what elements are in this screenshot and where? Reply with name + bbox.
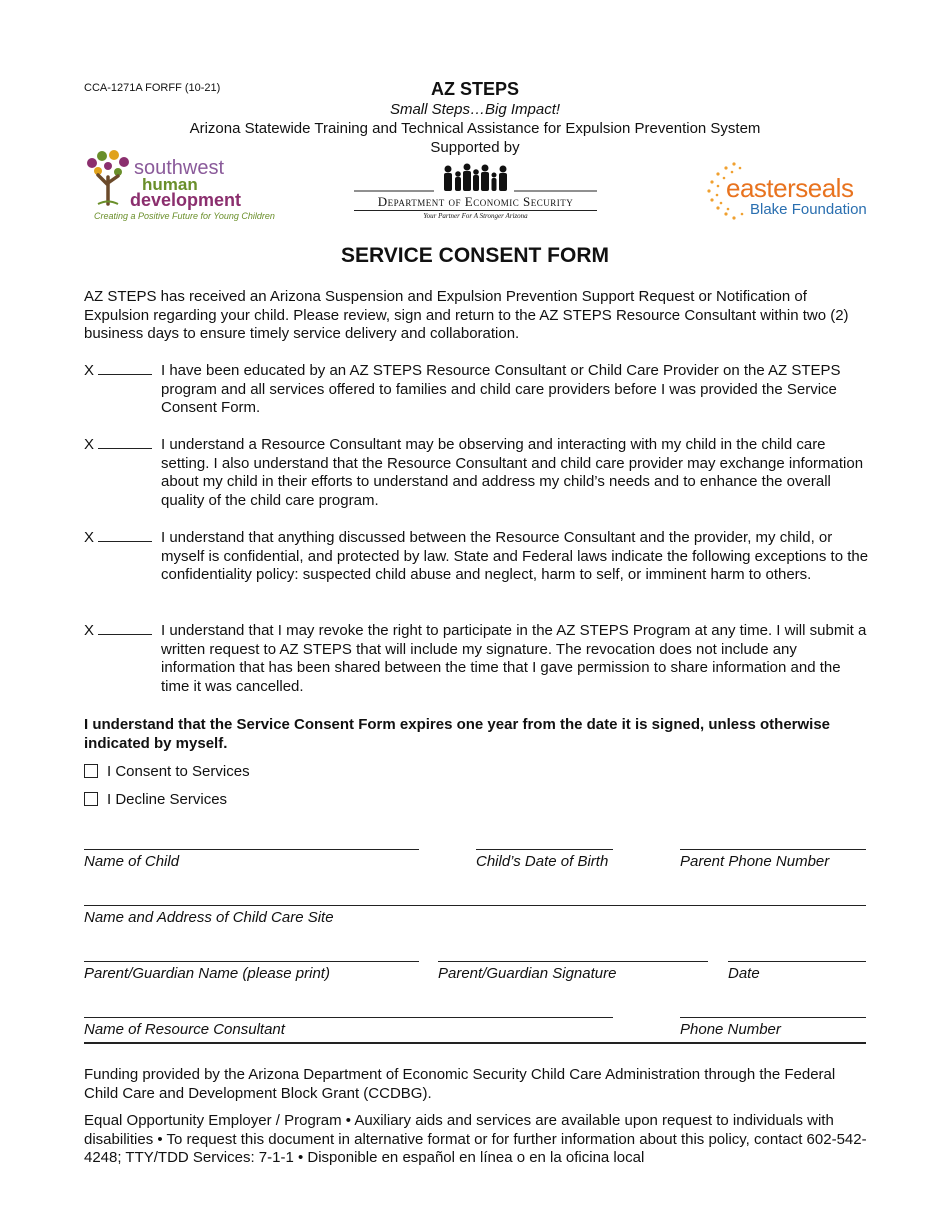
parent-signature-field[interactable] <box>438 961 708 962</box>
section-divider <box>84 1042 866 1044</box>
consent-item <box>84 622 869 696</box>
funding-statement: Funding provided by the Arizona Department of Economic Security Child Care Administration through the Federal Child Care and Development Block Grant (CCDBG). <box>84 1066 836 1102</box>
consent-checkbox[interactable] <box>84 764 98 778</box>
program-slogan: Small Steps…Big Impact! <box>389 101 561 118</box>
consultant-phone-label: Phone Number <box>680 1021 781 1038</box>
site-field[interactable] <box>84 905 866 906</box>
parent-phone-label: Parent Phone Number <box>680 853 830 870</box>
consultant-name-label: Name of Resource Consultant <box>84 1021 285 1038</box>
shd-word-southwest: southwest <box>134 157 225 179</box>
parent-name-label: Parent/Guardian Name (please print) <box>84 965 330 982</box>
intro-paragraph: AZ STEPS has received an Arizona Suspension and Expulsion Prevention Support Request or Notification of Expulsion regarding your child. Please review, sign and return to the AZ STEPS Resource Consultant within two (2) business days to ensure timely service delivery and collaboration. <box>84 288 849 343</box>
tree-icon <box>84 149 134 209</box>
date-label: Date <box>728 965 760 982</box>
initial-mark: X <box>84 436 95 453</box>
parent-phone-field[interactable] <box>680 849 866 850</box>
program-title: AZ STEPS <box>430 79 519 99</box>
child-dob-field[interactable] <box>476 849 613 850</box>
consultant-name-field[interactable] <box>84 1017 613 1018</box>
easterseals-name: easterseals <box>726 173 854 203</box>
decline-label: I Decline Services <box>107 790 228 808</box>
des-rule <box>354 210 597 211</box>
child-dob-label: Child’s Date of Birth <box>476 853 609 870</box>
initial-mark: X <box>84 362 95 379</box>
child-name-label: Name of Child <box>84 853 180 870</box>
decline-checkbox[interactable] <box>84 792 98 806</box>
parent-signature-label: Parent/Guardian Signature <box>438 965 617 982</box>
initials-line[interactable] <box>98 362 152 375</box>
initials-line[interactable] <box>98 622 152 635</box>
date-field[interactable] <box>728 961 866 962</box>
shd-word-human: human <box>142 175 198 194</box>
consultant-phone-field[interactable] <box>680 1017 866 1018</box>
consent-item <box>84 362 869 418</box>
expiry-statement: I understand that the Service Consent Form expires one year from the date it is signed, unless otherwise indicated by myself. <box>84 716 831 752</box>
consent-label: I Consent to Services <box>107 762 250 780</box>
site-label: Name and Address of Child Care Site <box>84 909 334 926</box>
des-logo <box>354 163 597 223</box>
shd-tagline: Creating a Positive Future for Young Children <box>94 211 275 221</box>
initials-line[interactable] <box>98 529 152 542</box>
southwest-human-development-logo <box>84 149 275 225</box>
consent-item-text: I understand that I may revoke the right to participate in the AZ STEPS Program at any time. I will submit a written request to AZ STEPS that will include my signature. The revocation does not include any information that has been shared between the time that I gave permission to share information and the time it was cancelled. <box>161 622 867 695</box>
supported-by: Supported by <box>430 139 520 156</box>
child-name-field[interactable] <box>84 849 419 850</box>
eeo-statement: Equal Opportunity Employer / Program • Auxiliary aids and services are available upon request to individuals with disabilities • To request this document in alternative format or for further information about this policy, contact 602-542-4248; TTY/TDD Services: 7-1-1 • Disponible en español en línea o en la oficina local <box>84 1112 867 1167</box>
consent-option[interactable] <box>84 761 250 781</box>
easterseals-logo <box>706 160 868 222</box>
consent-item-text: I have been educated by an AZ STEPS Resource Consultant or Child Care Provider on the AZ STEPS program and all services offered to families and child care providers before I was provided the Service Consent Form. <box>161 362 841 417</box>
initials-line[interactable] <box>98 436 152 449</box>
consent-item <box>84 436 869 510</box>
form-number: CCA-1271A FORFF (10-21) <box>84 82 221 94</box>
consent-item <box>84 529 869 585</box>
consent-item-text: I understand that anything discussed between the Resource Consultant and the provider, my child, or myself is confidential, and protected by law. State and Federal laws indicate the following exceptions to the confidentiality policy: suspected child abuse and neglect, harm to self, or imminent harm to others. <box>161 529 869 584</box>
consent-item-text: I understand a Resource Consultant may be observing and interacting with my child in the child care setting. I also understand that the Resource Consultant and child care provider may exchange information about my child in their efforts to understand and address my child’s needs and to enhance the overall quality of the child care program. <box>161 436 864 509</box>
easterseals-sub: Blake Foundation <box>750 201 867 218</box>
form-title: SERVICE CONSENT FORM <box>341 244 609 267</box>
initial-mark: X <box>84 529 95 546</box>
family-figures-icon <box>354 163 597 193</box>
shd-word-development: development <box>130 190 242 210</box>
decline-option[interactable] <box>84 789 227 809</box>
initial-mark: X <box>84 622 95 639</box>
des-tagline: Your Partner For A Stronger Arizona <box>423 212 528 220</box>
parent-name-field[interactable] <box>84 961 419 962</box>
des-name: Department of Economic Security <box>377 194 574 209</box>
program-full-name: Arizona Statewide Training and Technical Assistance for Expulsion Prevention System <box>189 120 761 137</box>
